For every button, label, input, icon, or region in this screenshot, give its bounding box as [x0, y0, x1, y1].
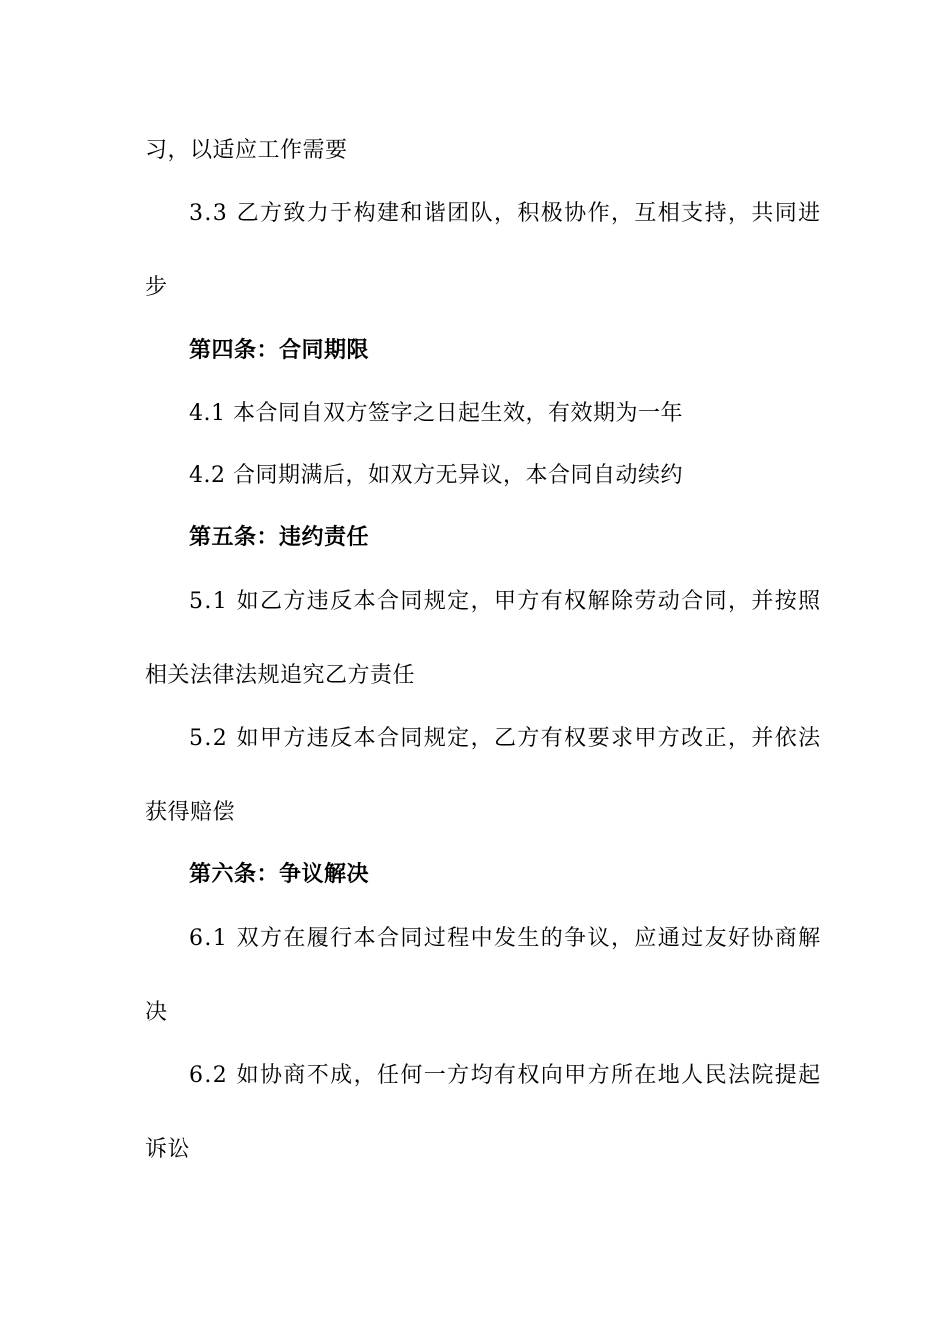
clause-4-2-line: 4.2 合同期满后，如双方无异议，本合同自动续约: [189, 463, 683, 488]
section-heading-5: 第五条：违约责任: [189, 525, 370, 550]
clause-4-1-line: 4.1 本合同自双方签字之日起生效，有效期为一年: [189, 401, 683, 426]
clause-6-1-line: 6.1 双方在履行本合同过程中发生的争议，应通过友好协商解: [189, 926, 822, 951]
section-heading-4: 第四条：合同期限: [189, 338, 370, 363]
clause-6-2-line: 6.2 如协商不成，任何一方均有权向甲方所在地人民法院提起: [189, 1063, 822, 1088]
clause-3-3-line: 3.3 乙方致力于构建和谐团队，积极协作，互相支持，共同进: [189, 201, 822, 226]
paragraph-line: 步: [145, 275, 168, 300]
clause-5-2-line: 5.2 如甲方违反本合同规定，乙方有权要求甲方改正，并依法: [189, 726, 822, 751]
paragraph-line: 相关法律法规追究乙方责任: [145, 663, 416, 688]
paragraph-line: 决: [145, 1000, 168, 1025]
paragraph-line: 诉讼: [145, 1137, 191, 1162]
clause-5-1-line: 5.1 如乙方违反本合同规定，甲方有权解除劳动合同，并按照: [189, 589, 822, 614]
paragraph-line: 习，以适应工作需要: [145, 138, 348, 163]
paragraph-line: 获得赔偿: [145, 800, 236, 825]
section-heading-6: 第六条：争议解决: [189, 862, 370, 887]
